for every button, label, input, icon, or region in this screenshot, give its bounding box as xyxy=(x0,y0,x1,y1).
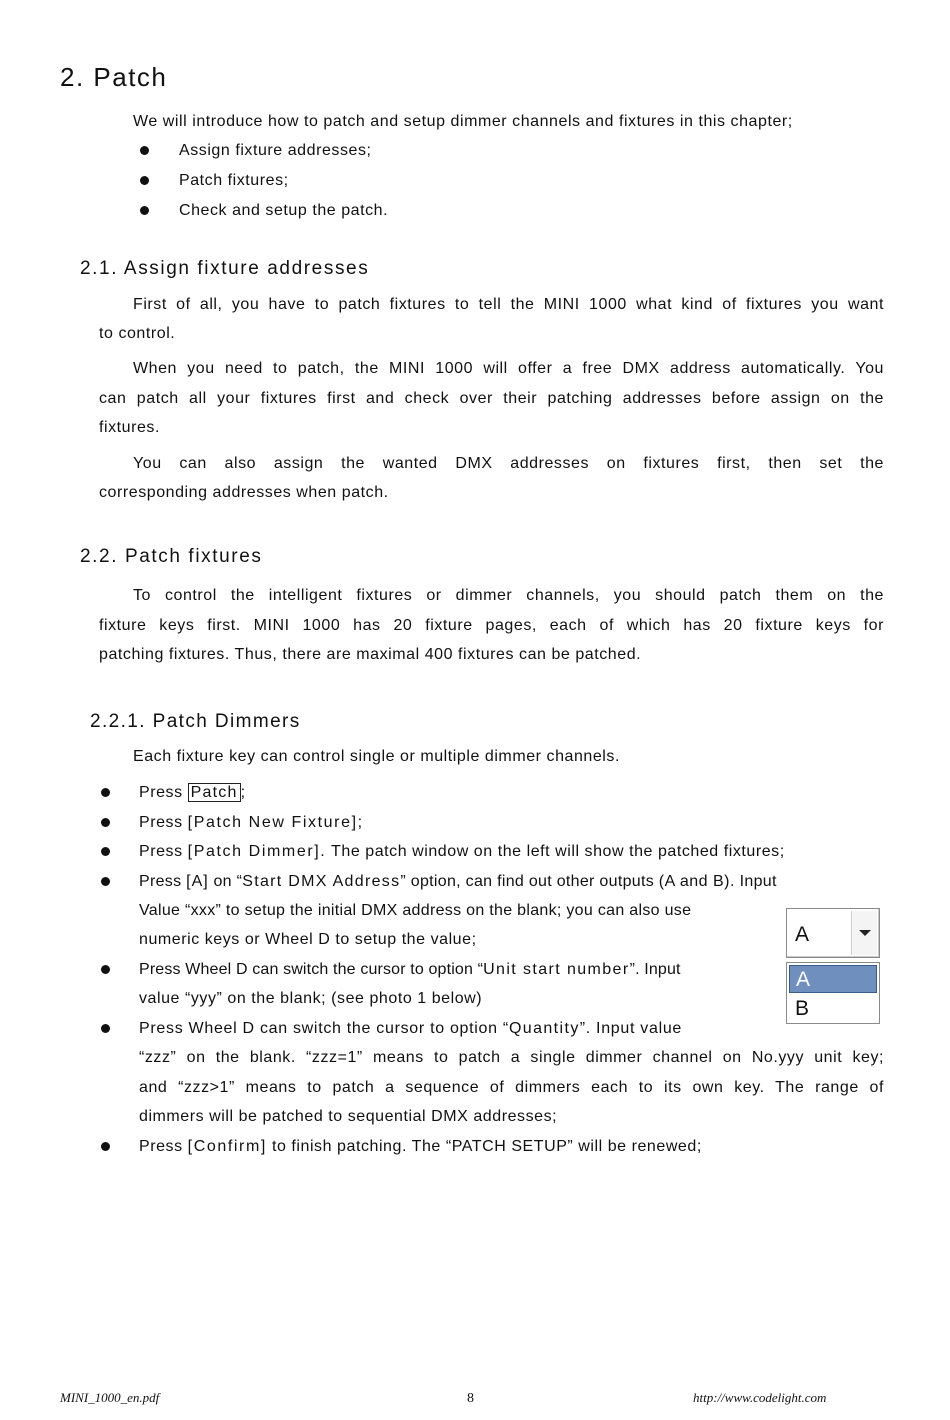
bullet-dot xyxy=(140,146,149,155)
bullet-dot xyxy=(101,877,110,886)
a-key: [A] xyxy=(186,873,209,890)
step-7 xyxy=(139,1138,702,1156)
patch-dimmer-key: [Patch Dimmer]. xyxy=(187,843,327,860)
s221-intro: Each fixture key can control single or multiple dimmer channels. xyxy=(133,748,620,765)
bullet-dot xyxy=(101,788,110,797)
dropdown-option-a[interactable]: A xyxy=(789,965,877,993)
footer-filename: MINI_1000_en.pdf xyxy=(60,1390,160,1405)
s21-p2-line3: fixtures. xyxy=(99,419,160,436)
patch-key-label: Patch xyxy=(188,783,241,802)
page-number: 8 xyxy=(467,1391,474,1406)
dropdown-selected-value: A xyxy=(795,923,810,946)
step-4 xyxy=(139,873,777,891)
patch-new-fixture-key: [Patch New Fixture]; xyxy=(187,814,364,831)
intro-text: We will introduce how to patch and setup dimmer channels and fixtures in this chapter; xyxy=(133,113,793,130)
start-dmx-address-option: Start DMX Address xyxy=(242,873,401,890)
s22-line1: To control the intelligent fixtures or dimmer channels, you should patch them on the xyxy=(133,587,884,604)
step-6-pre: Press Wheel D can switch the cursor to option “ xyxy=(139,1020,509,1037)
step-4-line3: numeric keys or Wheel D to setup the value; xyxy=(139,931,477,948)
confirm-key: [Confirm] xyxy=(187,1138,267,1155)
step-1-end: ; xyxy=(240,784,246,801)
bullet-dot xyxy=(140,206,149,215)
step-5-post: ”. Input xyxy=(629,961,681,978)
step-6-line4: dimmers will be patched to sequential DMX addresses; xyxy=(139,1108,558,1125)
bullet-dot xyxy=(101,1142,110,1151)
step-1 xyxy=(139,784,246,802)
step-6-line2: “zzz” on the blank. “zzz=1” means to patch a single dimmer channel on No.yyy unit key; xyxy=(139,1049,884,1066)
step-6 xyxy=(139,1020,682,1038)
footer-url: http://www.codelight.com xyxy=(693,1390,827,1405)
s21-p3-line1: You can also assign the wanted DMX addresses on fixtures first, then set the xyxy=(133,455,884,472)
section-2-2-title: 2.2. Patch fixtures xyxy=(80,546,263,567)
bullet-dot xyxy=(101,818,110,827)
s22-line3: patching fixtures. Thus, there are maximal 400 fixtures can be patched. xyxy=(99,646,642,663)
step-6-post: ”. Input value xyxy=(579,1020,683,1037)
step-4-mid1: on “ xyxy=(208,873,243,890)
step-3 xyxy=(139,843,785,861)
intro-bullet-1: Assign fixture addresses; xyxy=(179,142,372,159)
s21-p1-line1: First of all, you have to patch fixtures to tell the MINI 1000 what kind of fixtures you want xyxy=(133,296,884,313)
bullet-dot xyxy=(101,965,110,974)
step-2 xyxy=(139,814,364,832)
step-5-line2: value “yyy” on the blank; (see photo 1 below) xyxy=(139,990,483,1007)
output-dropdown[interactable] xyxy=(786,908,880,958)
intro-bullet-2: Patch fixtures; xyxy=(179,172,289,189)
bullet-dot xyxy=(140,176,149,185)
press-text: Press xyxy=(139,814,188,831)
s22-line2: fixture keys first. MINI 1000 has 20 fixture pages, each of which has 20 fixture keys for xyxy=(99,617,884,634)
step-5-pre: Press Wheel D can switch the cursor to option “ xyxy=(139,961,484,978)
s21-p1-line2: to control. xyxy=(99,325,176,342)
step-4-mid2: ” option, can find out other outputs xyxy=(400,873,659,890)
dropdown-button[interactable] xyxy=(851,911,877,955)
s21-p2-line1: When you need to patch, the MINI 1000 will offer a free DMX address automatically. You xyxy=(133,360,884,377)
bullet-dot xyxy=(101,847,110,856)
press-text: Press xyxy=(139,784,188,801)
unit-start-number-option: Unit start number xyxy=(483,961,630,978)
press-text: Press xyxy=(139,873,187,890)
step-7-rest: to finish patching. The “PATCH SETUP” will be renewed; xyxy=(266,1138,702,1155)
step-3-rest: The patch window on the left will show the patched fixtures; xyxy=(326,843,785,860)
page-title: 2. Patch xyxy=(60,62,168,92)
s21-p2-line2: can patch all your fixtures first and check over their patching addresses before assign on the xyxy=(99,390,884,407)
step-6-line3: and “zzz>1” means to patch a sequence of dimmers each to its own key. The range of xyxy=(139,1079,884,1096)
step-5 xyxy=(139,961,681,979)
outputs-label: (A and B). xyxy=(658,873,735,890)
s21-p3-line2: corresponding addresses when patch. xyxy=(99,484,389,501)
dropdown-list xyxy=(786,962,880,1024)
section-2-2-1-title: 2.2.1. Patch Dimmers xyxy=(90,711,301,732)
section-2-1-title: 2.1. Assign fixture addresses xyxy=(80,258,370,279)
press-text: Press xyxy=(139,1138,188,1155)
step-4-line2: Value “xxx” to setup the initial DMX address on the blank; you can also use xyxy=(139,902,692,919)
dropdown-option-b[interactable]: B xyxy=(795,997,810,1020)
chevron-down-icon xyxy=(859,930,871,936)
quantity-option: Quantity xyxy=(508,1020,580,1037)
step-4-end: Input xyxy=(734,873,777,890)
intro-bullet-3: Check and setup the patch. xyxy=(179,202,389,219)
press-text: Press xyxy=(139,843,188,860)
bullet-dot xyxy=(101,1024,110,1033)
